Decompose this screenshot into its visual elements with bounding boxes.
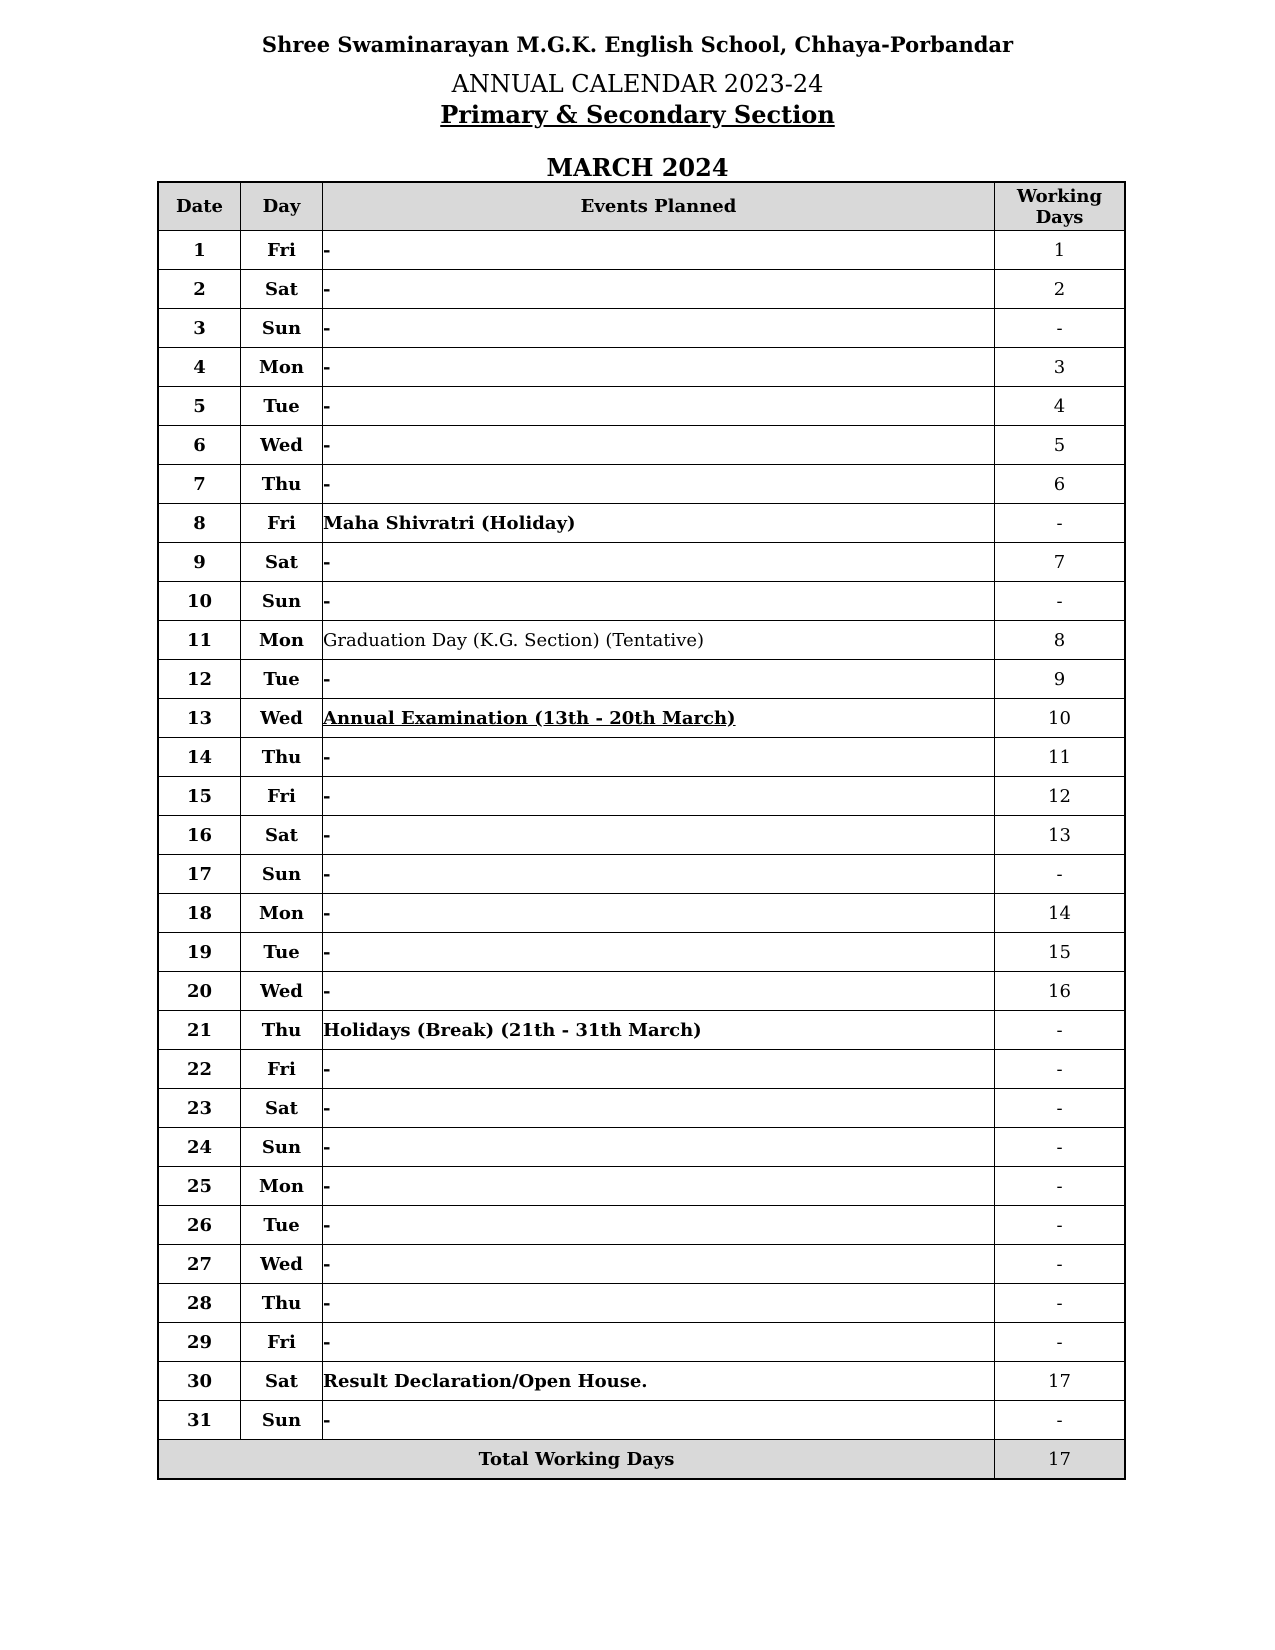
date-cell: 17	[158, 855, 241, 894]
event-cell: -	[323, 348, 995, 387]
date-cell: 6	[158, 426, 241, 465]
table-row	[158, 894, 1125, 933]
working-days-cell: -	[995, 1206, 1126, 1245]
table-body	[158, 231, 1125, 1440]
table-row	[158, 1206, 1125, 1245]
day-cell: Sun	[241, 582, 323, 621]
day-cell: Fri	[241, 777, 323, 816]
event-cell: Maha Shivratri (Holiday)	[323, 504, 995, 543]
event-cell: -	[323, 465, 995, 504]
event-cell: -	[323, 1245, 995, 1284]
working-days-cell: 15	[995, 933, 1126, 972]
date-cell: 26	[158, 1206, 241, 1245]
event-cell: -	[323, 777, 995, 816]
date-cell: 30	[158, 1362, 241, 1401]
event-cell: -	[323, 1128, 995, 1167]
event-cell: -	[323, 1089, 995, 1128]
event-cell: -	[323, 582, 995, 621]
event-cell: -	[323, 1284, 995, 1323]
calendar-title: ANNUAL CALENDAR 2023-24	[451, 70, 824, 98]
day-cell: Sat	[241, 1089, 323, 1128]
date-cell: 29	[158, 1323, 241, 1362]
date-cell: 28	[158, 1284, 241, 1323]
day-cell: Thu	[241, 738, 323, 777]
event-cell: Holidays (Break) (21th - 31th March)	[323, 1011, 995, 1050]
working-days-cell: 12	[995, 777, 1126, 816]
working-days-cell: -	[995, 1011, 1126, 1050]
day-cell: Tue	[241, 660, 323, 699]
event-cell	[323, 699, 995, 738]
day-cell: Sun	[241, 1128, 323, 1167]
working-days-cell: -	[995, 582, 1126, 621]
date-cell: 20	[158, 972, 241, 1011]
day-cell: Wed	[241, 1245, 323, 1284]
table-row	[158, 387, 1125, 426]
event-cell: Graduation Day (K.G. Section) (Tentative)	[323, 621, 995, 660]
event-cell: -	[323, 816, 995, 855]
date-cell: 19	[158, 933, 241, 972]
working-days-cell: 6	[995, 465, 1126, 504]
calendar-table	[157, 181, 1126, 1480]
table-row	[158, 270, 1125, 309]
table-row	[158, 1050, 1125, 1089]
total-value: 17	[995, 1440, 1126, 1480]
date-cell: 27	[158, 1245, 241, 1284]
event-cell: -	[323, 1206, 995, 1245]
date-cell: 13	[158, 699, 241, 738]
table-row	[158, 231, 1125, 270]
day-cell: Wed	[241, 972, 323, 1011]
date-cell: 23	[158, 1089, 241, 1128]
table-row	[158, 1284, 1125, 1323]
working-days-cell: -	[995, 1323, 1126, 1362]
event-text: Annual Examination (13th - 20th March)	[323, 707, 736, 729]
event-cell: -	[323, 231, 995, 270]
working-days-cell: 3	[995, 348, 1126, 387]
day-cell: Sat	[241, 543, 323, 582]
date-cell: 4	[158, 348, 241, 387]
date-cell: 18	[158, 894, 241, 933]
table-row	[158, 1128, 1125, 1167]
table-row	[158, 1089, 1125, 1128]
event-cell: -	[323, 543, 995, 582]
working-days-cell: 11	[995, 738, 1126, 777]
working-days-cell: -	[995, 1245, 1126, 1284]
day-cell: Tue	[241, 1206, 323, 1245]
section-title: Primary & Secondary Section	[440, 100, 835, 129]
table-row	[158, 309, 1125, 348]
table-row	[158, 699, 1125, 738]
working-days-cell: -	[995, 1050, 1126, 1089]
table-row	[158, 348, 1125, 387]
working-days-cell: 16	[995, 972, 1126, 1011]
table-row	[158, 933, 1125, 972]
working-days-cell: 9	[995, 660, 1126, 699]
event-cell: -	[323, 1401, 995, 1440]
working-days-cell: 8	[995, 621, 1126, 660]
day-cell: Mon	[241, 1167, 323, 1206]
working-days-cell: -	[995, 1401, 1126, 1440]
table-row	[158, 582, 1125, 621]
working-days-cell: 2	[995, 270, 1126, 309]
date-cell: 7	[158, 465, 241, 504]
working-days-cell: 13	[995, 816, 1126, 855]
table-row	[158, 1362, 1125, 1401]
table-row	[158, 972, 1125, 1011]
day-cell: Sat	[241, 816, 323, 855]
date-cell: 15	[158, 777, 241, 816]
event-cell: -	[323, 270, 995, 309]
date-cell: 16	[158, 816, 241, 855]
date-cell: 8	[158, 504, 241, 543]
day-cell: Thu	[241, 1284, 323, 1323]
date-cell: 10	[158, 582, 241, 621]
day-cell: Thu	[241, 1011, 323, 1050]
table-row	[158, 816, 1125, 855]
table-header-row	[158, 182, 1125, 231]
day-cell: Fri	[241, 231, 323, 270]
total-row	[158, 1440, 1125, 1480]
working-days-cell: -	[995, 1128, 1126, 1167]
event-cell: -	[323, 855, 995, 894]
date-cell: 22	[158, 1050, 241, 1089]
date-cell: 21	[158, 1011, 241, 1050]
working-days-cell: -	[995, 504, 1126, 543]
day-cell: Fri	[241, 1050, 323, 1089]
table-row	[158, 1401, 1125, 1440]
table-row	[158, 543, 1125, 582]
event-cell: -	[323, 933, 995, 972]
working-days-cell: 5	[995, 426, 1126, 465]
day-cell: Sat	[241, 270, 323, 309]
date-cell: 14	[158, 738, 241, 777]
table-row	[158, 777, 1125, 816]
table-row	[158, 621, 1125, 660]
event-cell: -	[323, 738, 995, 777]
day-cell: Wed	[241, 426, 323, 465]
date-cell: 5	[158, 387, 241, 426]
day-cell: Sat	[241, 1362, 323, 1401]
date-cell: 11	[158, 621, 241, 660]
school-name: Shree Swaminarayan M.G.K. English School, Chhaya-Porbandar	[261, 32, 1014, 57]
table-row	[158, 1167, 1125, 1206]
working-days-cell: 14	[995, 894, 1126, 933]
event-cell: Result Declaration/Open House.	[323, 1362, 995, 1401]
event-cell: -	[323, 426, 995, 465]
date-cell: 24	[158, 1128, 241, 1167]
working-days-cell: -	[995, 1089, 1126, 1128]
working-days-cell: 17	[995, 1362, 1126, 1401]
working-days-cell: 7	[995, 543, 1126, 582]
day-cell: Sun	[241, 309, 323, 348]
working-days-cell: -	[995, 855, 1126, 894]
day-cell: Sun	[241, 1401, 323, 1440]
table-row	[158, 660, 1125, 699]
month-title: MARCH 2024	[546, 153, 729, 182]
event-cell: -	[323, 309, 995, 348]
column-header-day: Day	[241, 182, 323, 231]
event-cell: -	[323, 972, 995, 1011]
table-row	[158, 426, 1125, 465]
column-header-working-days: Working Days	[995, 182, 1126, 231]
table-row	[158, 1245, 1125, 1284]
working-days-cell: 4	[995, 387, 1126, 426]
working-days-cell: -	[995, 1284, 1126, 1323]
day-cell: Tue	[241, 387, 323, 426]
table-row	[158, 504, 1125, 543]
day-cell: Mon	[241, 894, 323, 933]
total-label: Total Working Days	[158, 1440, 995, 1480]
working-days-cell: 10	[995, 699, 1126, 738]
table-row	[158, 855, 1125, 894]
event-cell: -	[323, 1167, 995, 1206]
working-days-cell: -	[995, 1167, 1126, 1206]
event-cell: -	[323, 660, 995, 699]
event-cell: -	[323, 387, 995, 426]
day-cell: Wed	[241, 699, 323, 738]
day-cell: Mon	[241, 348, 323, 387]
day-cell: Fri	[241, 504, 323, 543]
working-days-cell: 1	[995, 231, 1126, 270]
date-cell: 31	[158, 1401, 241, 1440]
table-row	[158, 465, 1125, 504]
event-cell: -	[323, 1323, 995, 1362]
date-cell: 12	[158, 660, 241, 699]
table-row	[158, 1323, 1125, 1362]
column-header-events: Events Planned	[323, 182, 995, 231]
day-cell: Tue	[241, 933, 323, 972]
date-cell: 25	[158, 1167, 241, 1206]
day-cell: Fri	[241, 1323, 323, 1362]
day-cell: Mon	[241, 621, 323, 660]
date-cell: 2	[158, 270, 241, 309]
date-cell: 9	[158, 543, 241, 582]
table-row	[158, 738, 1125, 777]
table-row	[158, 1011, 1125, 1050]
event-cell: -	[323, 1050, 995, 1089]
day-cell: Thu	[241, 465, 323, 504]
column-header-date: Date	[158, 182, 241, 231]
event-cell: -	[323, 894, 995, 933]
working-days-cell: -	[995, 309, 1126, 348]
date-cell: 1	[158, 231, 241, 270]
day-cell: Sun	[241, 855, 323, 894]
date-cell: 3	[158, 309, 241, 348]
